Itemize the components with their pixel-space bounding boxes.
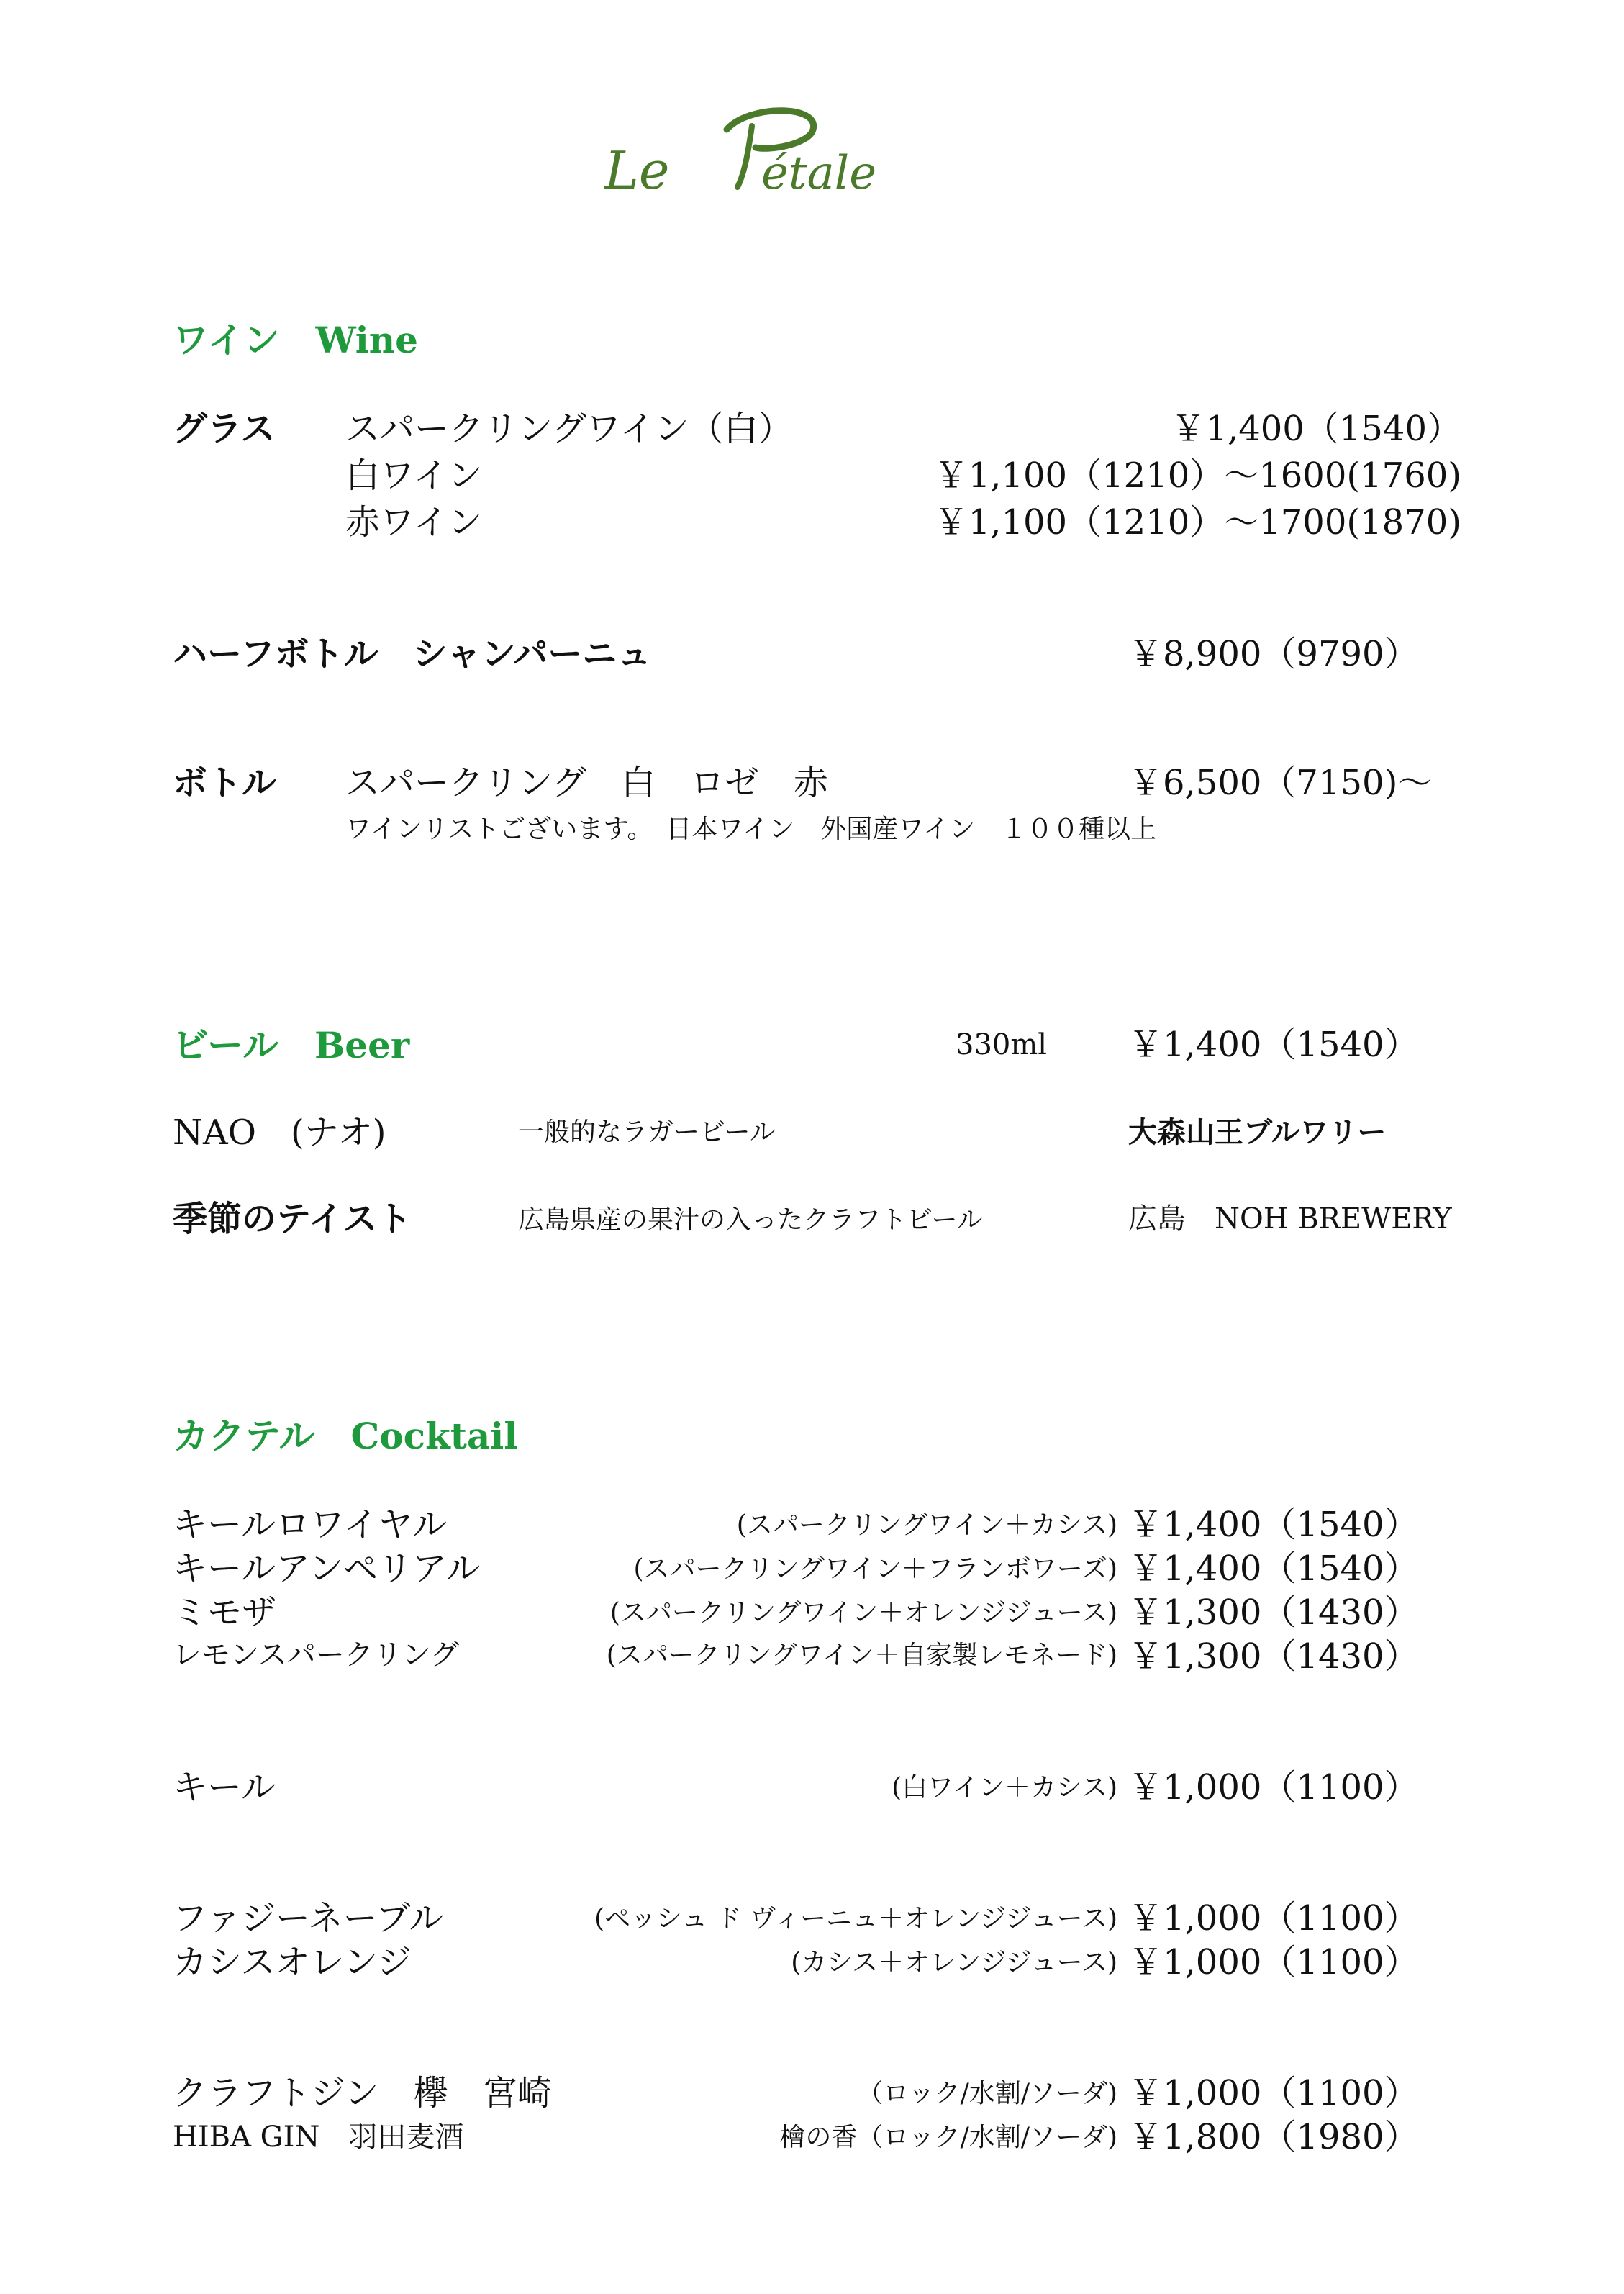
bottle-label: ボトル: [173, 763, 277, 803]
cocktail-heading: カクテル Cocktail: [173, 1415, 518, 1457]
beer-name: 季節のテイスト: [173, 1199, 412, 1239]
beer-desc: 広島県産の果汁の入ったクラフトビール: [518, 1205, 983, 1235]
cocktail-name: キール: [173, 1767, 276, 1808]
glass-item-price: ￥1,100（1210）～1700(1870): [933, 502, 1461, 543]
cocktail-price: ￥1,800（1980）: [1128, 2117, 1419, 2157]
beer-maker: 大森山王ブルワリー: [1128, 1115, 1387, 1149]
svg-text:étale: étale: [761, 147, 877, 200]
half-bottle-label: ハーフボトル シャンパーニュ: [173, 634, 652, 674]
cocktail-desc: (カシス＋オレンジジュース): [791, 1948, 1117, 1977]
cocktail-desc: (スパークリングワイン＋カシス): [736, 1510, 1117, 1540]
wine-list-note: ワインリストございます。 日本ワイン 外国産ワイン １００種以上: [345, 815, 1157, 844]
cocktail-price: ￥1,400（1540）: [1128, 1505, 1419, 1545]
svg-text:Le: Le: [604, 140, 670, 201]
le-petale-logo: [604, 101, 892, 201]
glass-label: グラス: [173, 409, 276, 449]
cocktail-name: HIBA GIN 羽田麦酒: [173, 2121, 464, 2154]
glass-item-name: スパークリングワイン（白）: [345, 409, 793, 449]
cocktail-desc: (白ワイン＋カシス): [892, 1773, 1117, 1803]
cocktail-name: キールロワイヤル: [173, 1505, 448, 1545]
glass-item-name: 赤ワイン: [345, 502, 483, 543]
glass-item-price: ￥1,400（1540）: [1171, 409, 1461, 449]
cocktail-name: ファジーネーブル: [173, 1898, 444, 1939]
cocktail-desc: (スパークリングワイン＋オレンジジュース): [609, 1598, 1117, 1628]
beer-name: NAO (ナオ): [173, 1112, 386, 1153]
cocktail-desc: (スパークリングワイン＋フランボワーズ): [633, 1554, 1117, 1584]
half-bottle-price: ￥8,900（9790）: [1128, 634, 1419, 674]
glass-item-name: 白ワイン: [345, 455, 483, 496]
cocktail-price: ￥1,400（1540）: [1128, 1549, 1419, 1589]
beer-price: ￥1,400（1540）: [1128, 1025, 1419, 1065]
cocktail-name: キールアンペリアル: [173, 1549, 481, 1589]
cocktail-desc: (ペッシュ ド ヴィーニュ＋オレンジジュース): [594, 1904, 1117, 1933]
cocktail-price: ￥1,000（1100）: [1128, 2073, 1419, 2113]
beer-desc: 一般的なラガービール: [518, 1117, 776, 1147]
cocktail-name: ミモザ: [173, 1592, 277, 1633]
beer-volume: 330ml: [956, 1028, 1048, 1061]
cocktail-name: カシスオレンジ: [173, 1942, 412, 1982]
beer-maker: 広島 NOH BREWERY: [1128, 1202, 1452, 1236]
cocktail-name: レモンスパークリング: [173, 1638, 459, 1672]
bottle-price: ￥6,500（7150)～: [1128, 763, 1433, 803]
logo-mark: [604, 101, 892, 201]
cocktail-desc: (スパークリングワイン＋自家製レモネード): [606, 1641, 1117, 1670]
beer-heading: ビール Beer: [173, 1024, 410, 1066]
bottle-name: スパークリング 白 ロゼ 赤: [345, 763, 829, 803]
cocktail-price: ￥1,000（1100）: [1128, 1898, 1419, 1939]
cocktail-price: ￥1,300（1430）: [1128, 1636, 1419, 1677]
glass-item-price: ￥1,100（1210）～1600(1760): [933, 455, 1461, 496]
cocktail-price: ￥1,000（1100）: [1128, 1767, 1419, 1808]
cocktail-price: ￥1,300（1430）: [1128, 1592, 1419, 1633]
cocktail-desc: 檜の香（ロック/水割/ソーダ): [779, 2123, 1117, 2152]
cocktail-desc: （ロック/水割/ソーダ): [857, 2079, 1117, 2108]
cocktail-name: クラフトジン 欅 宮崎: [173, 2073, 552, 2113]
cocktail-price: ￥1,000（1100）: [1128, 1942, 1419, 1982]
wine-heading: ワイン Wine: [173, 319, 418, 361]
